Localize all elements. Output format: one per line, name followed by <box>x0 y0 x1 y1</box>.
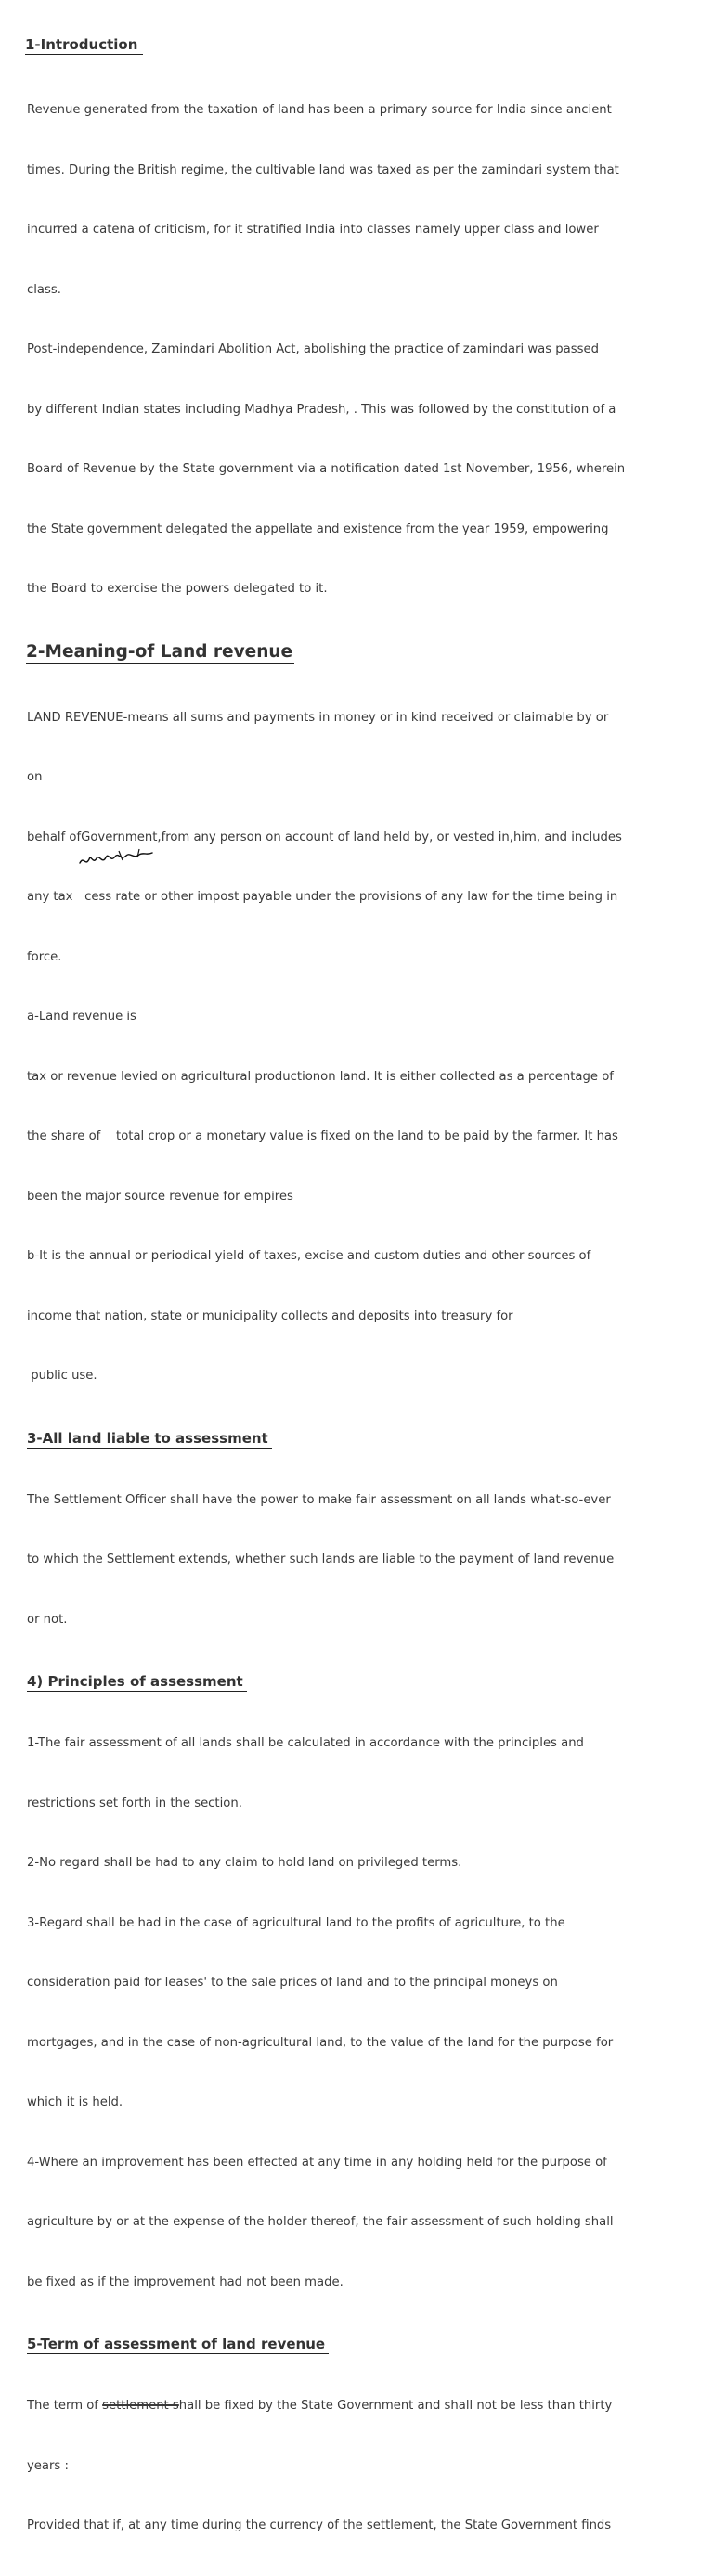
paragraph-line: 4-Where an improvement has been effected at any time in any holding held for the purpose of <box>27 2155 607 2170</box>
paragraph-line: the State government delegated the appellate and existence from the year 1959, empowering <box>27 522 609 536</box>
paragraph-line: 2-No regard shall be had to any claim to hold land on privileged terms. <box>27 1856 462 1870</box>
heading-principles-of-assessment: 4) Principles of assessment <box>27 1672 247 1692</box>
section-introduction <box>27 35 688 639</box>
paragraph-line: consideration paid for leases' to the sale prices of land and to the principal moneys on <box>27 1976 558 1990</box>
paragraph-line: been the major source revenue for empires <box>27 1189 293 1204</box>
handwritten-correction-note <box>78 846 162 869</box>
paragraph-line: b-It is the annual or periodical yield of taxes, excise and custom duties and other sources of <box>27 1249 591 1263</box>
document-page <box>27 35 688 2576</box>
paragraph-line: by different Indian states including Madhya Pradesh, . This was followed by the constitution of a <box>27 402 616 417</box>
paragraph-line: incurred a catena of criticism, for it stratified India into classes namely upper class and lower <box>27 223 599 237</box>
line-text: hall be fixed by the State Government and shall not be less than thirty <box>178 2399 613 2413</box>
paragraph-line: restrictions set forth in the section. <box>27 1796 242 1810</box>
paragraph-line: tax or revenue levied on agricultural productionon land. It is either collected as a percentage of <box>27 1069 614 1084</box>
heading-meaning-of-land-revenue: 2-Meaning-of Land revenue <box>26 641 294 664</box>
paragraph-line: any tax cess rate or other impost payable under the provisions of any law for the time being in <box>27 890 618 904</box>
paragraph-line: LAND REVENUE-means all sums and payments in money or in kind received or claimable by or <box>27 710 609 725</box>
paragraph-line: 1-The fair assessment of all lands shall be calculated in accordance with the principles and <box>27 1736 584 1750</box>
paragraph-line: class. <box>27 282 61 297</box>
paragraph-line: agriculture by or at the expense of the holder thereof, the fair assessment of such holding shall <box>27 2215 614 2229</box>
paragraph-line: Board of Revenue by the State government via a notification dated 1st November, 1956, wherein <box>27 462 626 476</box>
paragraph-line: 3-Regard shall be had in the case of agricultural land to the profits of agriculture, to the <box>27 1915 565 1930</box>
section-land-liable-to-assessment <box>27 1426 688 1670</box>
struck-text: settlement s <box>102 2399 179 2413</box>
section-principles-of-assessment <box>27 1669 688 2332</box>
paragraph-line: the share of total crop or a monetary value is fixed on the land to be paid by the farmer. It has <box>27 1129 618 1143</box>
section-term-of-assessment <box>27 2332 688 2576</box>
paragraph-line: or not. <box>27 1612 68 1627</box>
paragraph-line: Provided that if, at any time during the currency of the settlement, the State Government finds <box>27 2518 612 2532</box>
paragraph-line: to which the Settlement extends, whether such lands are liable to the payment of land revenue <box>27 1552 615 1566</box>
line-text: The term of <box>27 2399 103 2413</box>
paragraph-line: the Board to exercise the powers delegated to it. <box>27 582 328 596</box>
paragraph-line: be fixed as if the improvement had not been made. <box>27 2274 344 2289</box>
paragraph-line: public use. <box>27 1369 97 1383</box>
paragraph-line: income that nation, state or municipality collects and deposits into treasury for <box>27 1308 513 1323</box>
paragraph-line: force. <box>27 949 62 964</box>
paragraph-line: which it is held. <box>27 2095 123 2109</box>
paragraph-line: on <box>27 770 43 784</box>
heading-land-liable-to-assessment: 3-All land liable to assessment <box>27 1429 272 1449</box>
paragraph-line: behalf ofGovernment,from any person on account of land held by, or vested in,him, and includes <box>27 830 622 844</box>
heading-introduction: 1-Introduction <box>25 35 143 55</box>
paragraph-line: The Settlement Officer shall have the power to make fair assessment on all lands what-so-ever <box>27 1492 611 1507</box>
heading-term-of-assessment: 5-Term of assessment of land revenue <box>27 2335 329 2354</box>
section-meaning-of-land-revenue <box>27 639 688 1426</box>
paragraph-line: times. During the British regime, the cultivable land was taxed as per the zamindari system that <box>27 162 619 177</box>
paragraph-line <box>27 2396 688 2416</box>
paragraph-line: Post-independence, Zamindari Abolition Act, abolishing the practice of zamindari was passed <box>27 342 599 356</box>
paragraph-line: years : <box>27 2458 69 2473</box>
paragraph-line: a-Land revenue is <box>27 1010 136 1024</box>
paragraph-line: mortgages, and in the case of non-agricultural land, to the value of the land for the purpose for <box>27 2035 614 2050</box>
paragraph-line: Revenue generated from the taxation of land has been a primary source for India since ancient <box>27 103 612 117</box>
